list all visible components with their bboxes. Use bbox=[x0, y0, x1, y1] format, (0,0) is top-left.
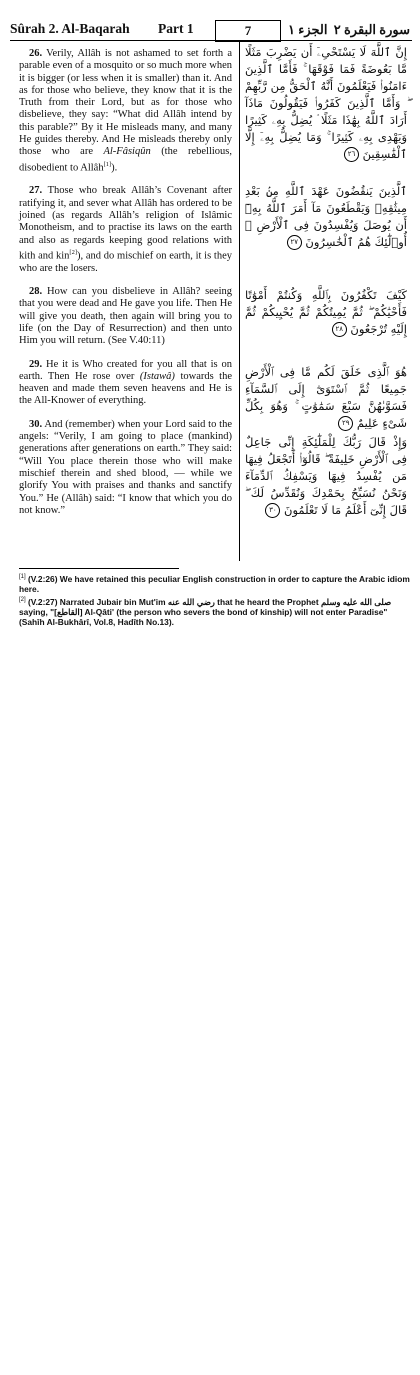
footnote-rule bbox=[19, 568, 179, 569]
verse-27 bbox=[19, 185, 232, 275]
verse-text: And (remember) when your Lord said to the angels: “Verily, I am going to place (mankind) generations after generations on earth.” They said: “Will You place therein those who will make mischief therein and shed blood, — while we glorify You with praises and thanks and sanctify You.” He (Allâh) said: “I know that which you do not know.” bbox=[19, 418, 232, 516]
footnote-1 bbox=[19, 572, 411, 594]
ayah-number-marker: ٢٦ bbox=[344, 147, 359, 162]
footnotes bbox=[19, 572, 411, 628]
footnote-2 bbox=[19, 595, 411, 627]
column-divider bbox=[239, 41, 240, 561]
arabic-verse-29 bbox=[245, 364, 407, 432]
verse-number: 30. bbox=[29, 418, 43, 430]
surah-title: Sûrah 2. Al-Baqarah bbox=[10, 21, 130, 36]
english-translation bbox=[19, 48, 232, 528]
arabic-verse-28 bbox=[245, 287, 407, 338]
page-header bbox=[10, 20, 412, 42]
verse-italic: (Istawâ) bbox=[139, 370, 175, 382]
verse-italic: Al-Fâsiqûn bbox=[103, 146, 151, 158]
ayah-number-marker: ٢٨ bbox=[332, 322, 347, 337]
verse-end: ). bbox=[111, 162, 118, 174]
ayah-number-marker: ٢٧ bbox=[287, 235, 302, 250]
verse-end: ), and do mischief on earth, it is they who are the losers. bbox=[19, 250, 232, 274]
verse-tail: towards the heaven and made them seven heavens and He is the All-Knower of everything. bbox=[19, 370, 233, 407]
verse-26 bbox=[19, 48, 232, 174]
footnote-mark: [2] bbox=[19, 596, 26, 603]
arabic-verse-text: ٱلَّذِينَ يَنقُضُونَ عَهْدَ ٱللَّهِ مِنۢ بَعْدِ مِيثَٰقِهِۦ وَيَقْطَعُونَ مَآ أَمَرَ ٱللَّهُ بِهِۦٓ أَن يُوصَلَ وَيُفْسِدُونَ فِى ٱلْأَرْضِ ۚ أُو۟لَٰٓئِكَ هُمُ ٱلْخَٰسِرُونَ bbox=[245, 184, 407, 249]
arabic-verse-text: كَيْفَ تَكْفُرُونَ بِٱللَّهِ وَكُنتُمْ أَمْوَٰتًا فَأَحْيَٰكُمْ ۖ ثُمَّ يُمِيتُكُمْ ثُمَّ يُحْيِيكُمْ ثُمَّ إِلَيْهِ تُرْجَعُونَ bbox=[245, 288, 407, 336]
arabic-verse-text: هُوَ ٱلَّذِى خَلَقَ لَكُم مَّا فِى ٱلْأَرْضِ جَمِيعًا ثُمَّ ٱسْتَوَىٰٓ إِلَى ٱلسَّمَآءِ فَسَوَّىٰهُنَّ سَبْعَ سَمَٰوَٰتٍ ۚ وَهُوَ بِكُلِّ شَىْءٍ عَلِيمٌ bbox=[245, 365, 407, 430]
ayah-number-marker: ٣٠ bbox=[265, 503, 280, 518]
verse-30 bbox=[19, 419, 232, 517]
ayah-number-marker: ٢٩ bbox=[338, 416, 353, 431]
arabic-part-label: الجزء ١ bbox=[288, 22, 328, 37]
arabic-verse-text: إِنَّ ٱللَّهَ لَا يَسْتَحْىِۦٓ أَن يَضْرِبَ مَثَلًا مَّا بَعُوضَةً فَمَا فَوْقَهَا ۚ فَأَمَّا ٱلَّذِينَ ءَامَنُوا۟ فَيَعْلَمُونَ أَنَّهُ ٱلْحَقُّ مِن رَّبِّهِمْ ۖ وَأَمَّا ٱلَّذِينَ كَفَرُوا۟ فَيَقُولُونَ مَاذَآ أَرَادَ ٱللَّهُ بِهَٰذَا مَثَلًا ۘ يُضِلُّ بِهِۦ كَثِيرًا وَيَهْدِى بِهِۦ كَثِيرًا ۚ وَمَا يُضِلُّ بِهِۦٓ إِلَّا ٱلْفَٰسِقِينَ bbox=[245, 45, 407, 161]
verse-number: 29. bbox=[29, 358, 43, 370]
footnote-text: (V.2:27) Narrated Jubair bin Mut'im رضي الله عنه that he heard the Prophet صلى الله عليه وسلم saying, "[القاطع] Al-Qâti' (the person who severs the bond of kinship) will not enter Paradise" (Sahîh Al-Bukhârî, Vol.8, Hadîth No.13). bbox=[19, 596, 392, 627]
arabic-verse-26 bbox=[245, 44, 407, 163]
verse-text: Those who break Allâh’s Covenant after ratifying it, and sever what Allâh has ordered to be joined (as regards Allâh’s religion of Islâmic Monotheism, and to practise its laws on the earth and also as regards keeping good relations with kith and kin bbox=[19, 185, 233, 262]
verse-29 bbox=[19, 359, 232, 408]
verse-text: He it is Who created for you all that is on earth. Then He rose over bbox=[19, 358, 233, 382]
footnote-ref[interactable]: [2] bbox=[69, 248, 78, 256]
verse-number: 26. bbox=[29, 48, 43, 59]
arabic-verse-text: وَإِذْ قَالَ رَبُّكَ لِلْمَلَٰٓئِكَةِ إِنِّى جَاعِلٌ فِى ٱلْأَرْضِ خَلِيفَةً ۖ قَالُوٓا۟ أَتَجْعَلُ فِيهَا مَن يُفْسِدُ فِيهَا وَيَسْفِكُ ٱلدِّمَآءَ وَنَحْنُ نُسَبِّحُ بِحَمْدِكَ وَنُقَدِّسُ لَكَ ۖ قَالَ إِنِّىٓ أَعْلَمُ مَا لَا تَعْلَمُونَ bbox=[245, 435, 407, 517]
footnote-text: (V.2:26) We have retained this peculiar English construction in order to capture the Arabic idiom here. bbox=[19, 573, 410, 594]
verse-text: Verily, Allâh is not ashamed to set forth a parable even of a mosquito or so much more when it is bigger (or less when it is smaller) than it. And as for those who believe, they know that it is the Truth from their Lord, but as for those who disbelieve, they say: “What did Allâh intend by this parable?” By it He misleads many, and many He guides thereby. And He misleads thereby only those who are bbox=[19, 48, 232, 158]
arabic-verse-30 bbox=[245, 434, 407, 519]
footnote-ref[interactable]: [1] bbox=[103, 160, 112, 168]
verse-number: 27. bbox=[29, 185, 43, 197]
verse-number: 28. bbox=[29, 286, 43, 298]
footnote-mark: [1] bbox=[19, 574, 26, 580]
part-label: Part 1 bbox=[158, 21, 194, 36]
header-rule bbox=[10, 40, 412, 41]
verse-tail: (the rebellious, disobedient to Allâh bbox=[19, 146, 233, 174]
page-number: 7 bbox=[215, 20, 281, 42]
arabic-surah-title: سورة البقرة ٢ bbox=[333, 22, 410, 37]
arabic-verse-27 bbox=[245, 183, 407, 251]
arabic-text bbox=[245, 44, 407, 519]
verse-28 bbox=[19, 286, 232, 347]
verse-text: How can you disbelieve in Allâh? seeing that you were dead and He gave you life. Then He will give you death, then again will bring you to life (on the Day of Resurrection) and then unto Him you will return. (See V.40:11) bbox=[19, 286, 232, 347]
